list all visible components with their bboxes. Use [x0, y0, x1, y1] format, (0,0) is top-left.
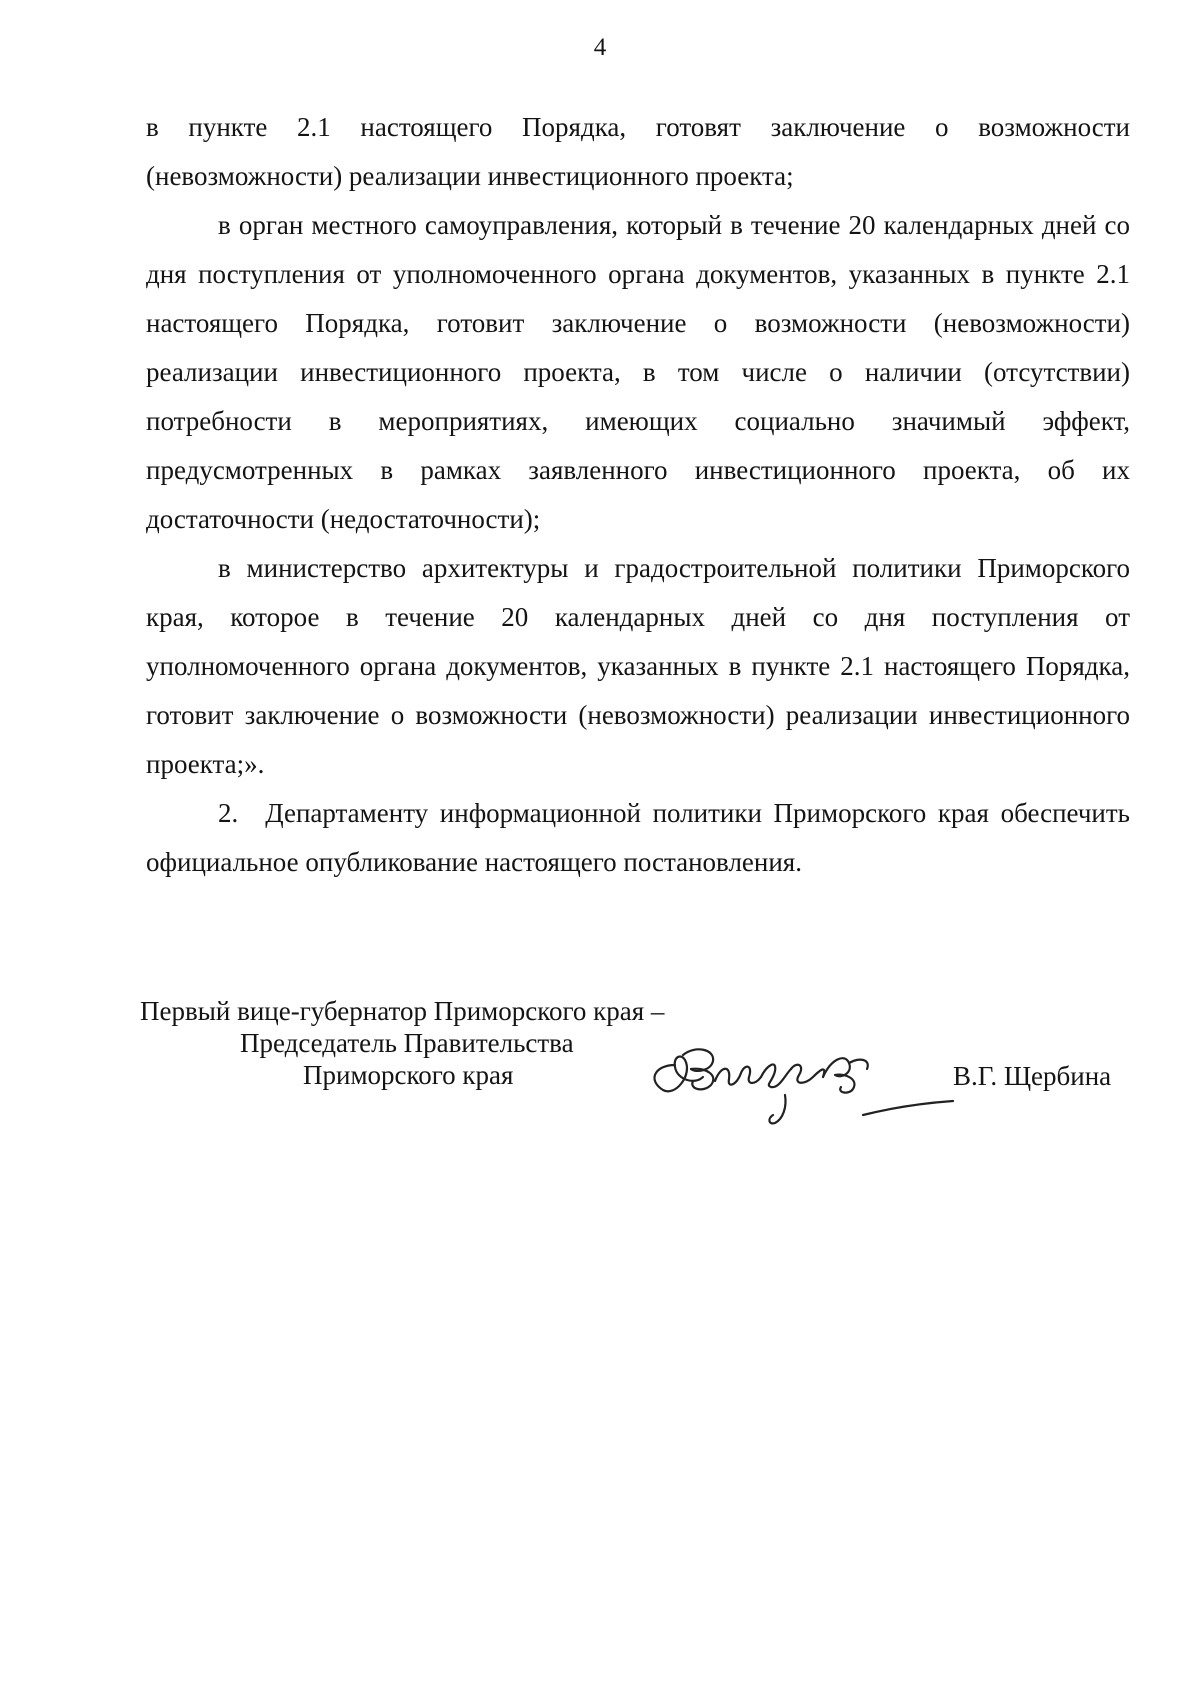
signer-position-line-1: Первый вице-губернатор Приморского края –	[140, 996, 665, 1026]
paragraph-item-2-publication: 2. Департаменту информационной политики Приморского края обеспечить официальное опубликование настоящего постановления.	[146, 798, 1130, 877]
handwritten-signature	[645, 1035, 955, 1130]
signer-name: В.Г. Щербина	[953, 1061, 1112, 1091]
paragraph-local-government: в орган местного самоуправления, который в течение 20 календарных дней со дня поступления от уполномоченного органа документов, указанных в пункте 2.1 настоящего Порядка, готовит заключение о возможности (невозможности) реализации инвестиционного проекта, в том числе о наличии (отсутствии) потребности в мероприятиях, имеющих социально значимый эффект, предусмотренных в рамках заявленного инвестиционного проекта, об их достаточности (недостаточности);	[146, 210, 1130, 534]
signer-position-line-3: Приморского края	[303, 1060, 514, 1090]
signer-position-line-2: Председатель Правительства	[240, 1028, 574, 1058]
page-number: 4	[593, 34, 607, 61]
paragraph-ministry-architecture: в министерство архитектуры и градостроительной политики Приморского края, которое в течение 20 календарных дней со дня поступления от уполномоченного органа документов, указанных в пункте 2.1 настоящего Порядка, готовит заключение о возможности (невозможности) реализации инвестиционного проекта;».	[146, 553, 1130, 779]
paragraph-continuation: в пункте 2.1 настоящего Порядка, готовят заключение о возможности (невозможности) реализации инвестиционного проекта;	[146, 112, 1130, 191]
document-body	[146, 103, 1130, 887]
